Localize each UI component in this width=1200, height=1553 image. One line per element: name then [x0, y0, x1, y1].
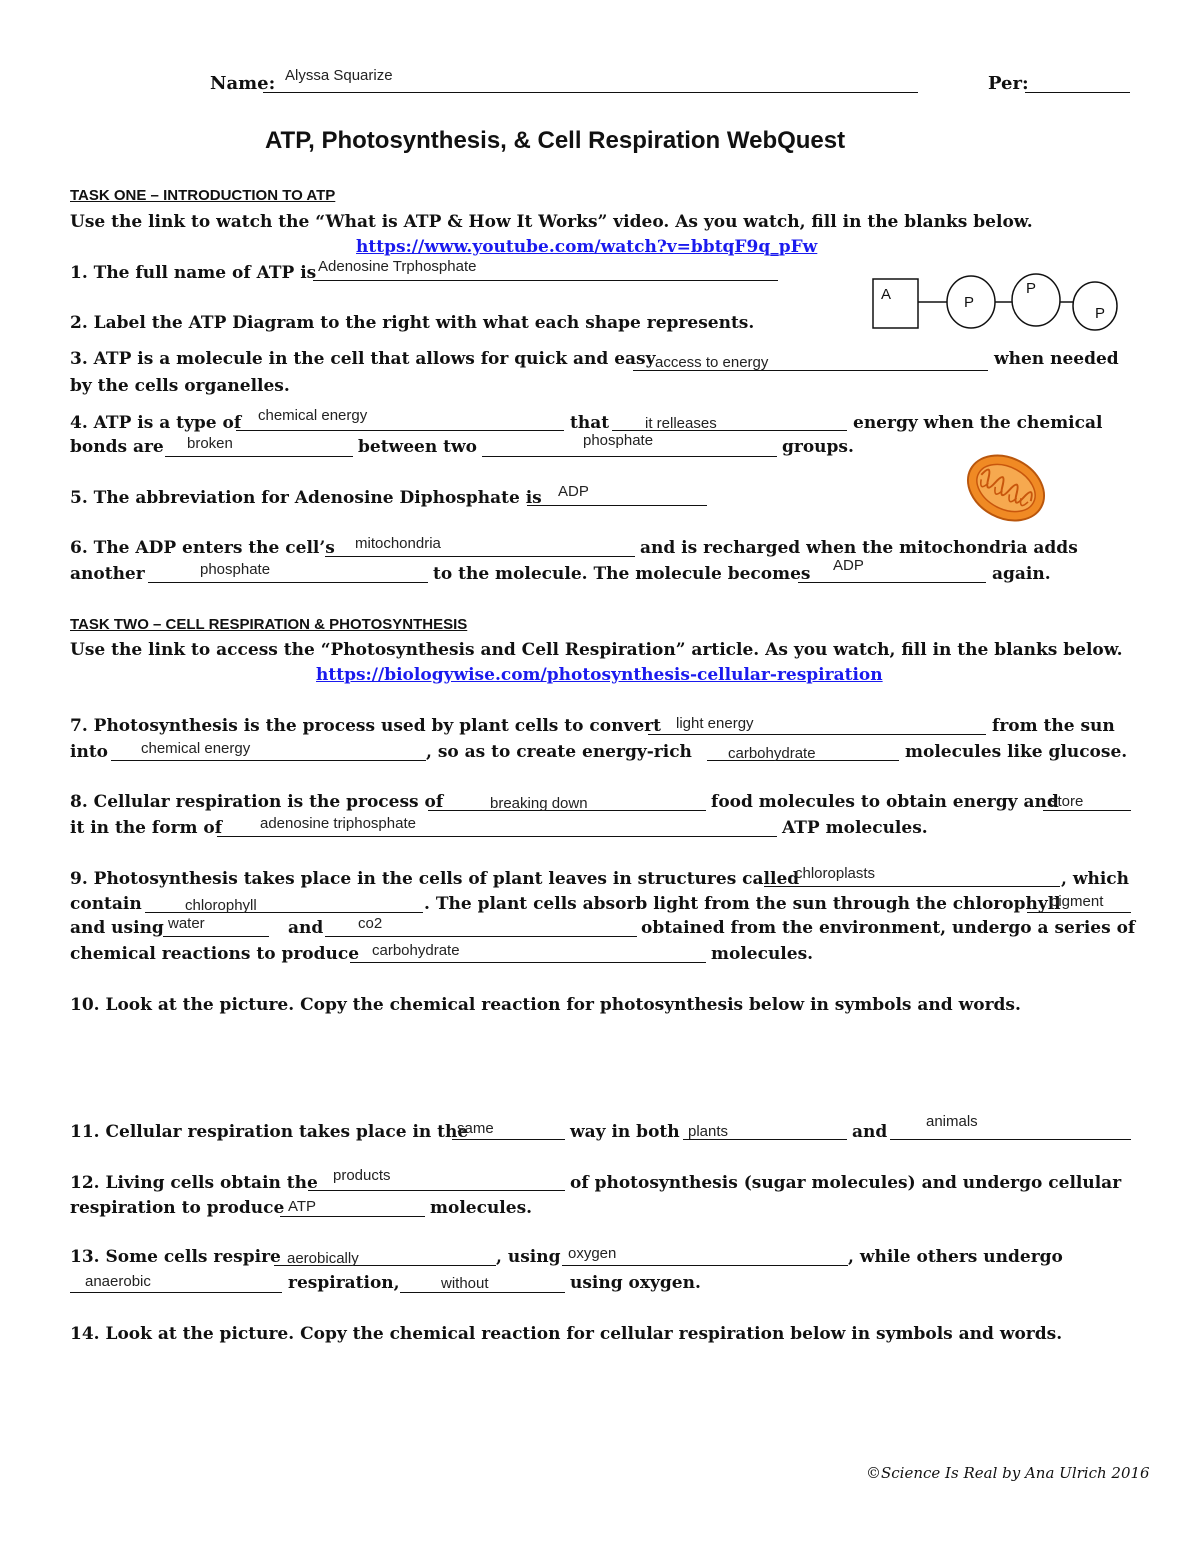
q12-text-d: molecules. — [430, 1198, 533, 1218]
q4-answer-d-line — [482, 456, 777, 457]
q14-text: 14. Look at the picture. Copy the chemical reaction for cellular respiration below in symbols and words. — [70, 1324, 1063, 1344]
task-two-heading: TASK TWO – CELL RESPIRATION & PHOTOSYNTHESIS — [70, 616, 468, 633]
atp-label-a[interactable]: A — [881, 286, 892, 303]
q4-text-c: energy when the chemical — [853, 413, 1103, 433]
adenine-square — [873, 279, 918, 328]
q6-answer-c-line — [798, 582, 986, 583]
q7-answer-b-line — [111, 760, 426, 761]
q3-text-c: by the cells organelles. — [70, 376, 290, 396]
q2-text: 2. Label the ATP Diagram to the right with what each shape represents. — [70, 313, 755, 333]
q9-text-i: molecules. — [711, 944, 814, 964]
q5-answer-line — [527, 505, 707, 506]
q7-text-b: from the sun — [992, 716, 1115, 736]
q13-text-d: respiration, — [288, 1273, 400, 1293]
q9-answer-a-line — [764, 886, 1060, 887]
q13-answer-b[interactable]: oxygen — [568, 1245, 617, 1262]
q7-text-a: 7. Photosynthesis is the process used by plant cells to convert — [70, 716, 661, 736]
q1-text: 1. The full name of ATP is — [70, 263, 317, 283]
q13-text-a: 13. Some cells respire — [70, 1247, 281, 1267]
q11-text-b: way in both — [570, 1122, 680, 1142]
q1-answer[interactable]: Adenosine Trphosphate — [318, 258, 477, 275]
q12-text-b: of photosynthesis (sugar molecules) and undergo cellular — [570, 1173, 1122, 1193]
q1-answer-line — [313, 280, 778, 281]
q9-text-f: and — [288, 918, 324, 938]
q9-text-h: chemical reactions to produce — [70, 944, 360, 964]
q4-text-d: bonds are — [70, 437, 164, 457]
q7-text-c: into — [70, 742, 109, 762]
q8-answer-b-line — [1043, 810, 1131, 811]
mitochondria-icon — [962, 448, 1050, 528]
q11-answer-a[interactable]: same — [457, 1120, 494, 1137]
q9-text-d: . The plant cells absorb light from the sun through the chlorophyll — [424, 894, 1061, 914]
q8-text-d: ATP molecules. — [782, 818, 928, 838]
q5-text: 5. The abbreviation for Adenosine Diphosphate is — [70, 488, 542, 508]
q6-text-a: 6. The ADP enters the cell’s — [70, 538, 335, 558]
q8-text-c: it in the form of — [70, 818, 223, 838]
q8-answer-c[interactable]: adenosine triphosphate — [260, 815, 416, 832]
q4-text-b: that — [570, 413, 610, 433]
youtube-link[interactable]: https://www.youtube.com/watch?v=bbtqF9q_pFw — [356, 237, 818, 257]
q9-answer-e[interactable]: co2 — [358, 915, 383, 932]
q12-answer-a-line — [308, 1190, 565, 1191]
q4-answer-c-line — [165, 456, 353, 457]
q3-text-b: when needed — [994, 349, 1119, 369]
q4-answer-b[interactable]: it relleases — [645, 415, 717, 432]
q9-answer-a[interactable]: chloroplasts — [795, 865, 876, 882]
q9-answer-d-line — [163, 936, 269, 937]
q11-text-c: and — [852, 1122, 888, 1142]
period-label: Per: — [988, 73, 1029, 94]
atp-diagram — [860, 270, 1130, 340]
q11-answer-b[interactable]: plants — [688, 1123, 729, 1140]
atp-label-p1[interactable]: P — [964, 294, 975, 311]
period-field[interactable] — [1025, 92, 1130, 93]
q7-answer-b[interactable]: chemical energy — [141, 740, 251, 757]
q13-answer-d[interactable]: without — [441, 1275, 489, 1292]
q9-answer-e-line — [325, 936, 637, 937]
q13-text-b: , using — [496, 1247, 561, 1267]
atp-label-p2[interactable]: P — [1026, 280, 1037, 297]
q12-text-a: 12. Living cells obtain the — [70, 1173, 318, 1193]
q8-answer-b[interactable]: store — [1050, 793, 1084, 810]
q13-answer-a[interactable]: aerobically — [287, 1250, 359, 1267]
q13-answer-d-line — [400, 1292, 565, 1293]
q13-answer-c-line — [70, 1292, 282, 1293]
q12-answer-b[interactable]: ATP — [288, 1198, 317, 1215]
q6-answer-a[interactable]: mitochondria — [355, 535, 441, 552]
q8-answer-c-line — [217, 836, 777, 837]
q11-answer-c[interactable]: animals — [926, 1113, 978, 1130]
q6-answer-b[interactable]: phosphate — [200, 561, 271, 578]
q7-answer-a-line — [648, 734, 986, 735]
q12-answer-b-line — [280, 1216, 425, 1217]
q9-text-c: contain — [70, 894, 142, 914]
q4-text-a: 4. ATP is a type of — [70, 413, 242, 433]
q7-text-d: , so as to create energy-rich — [426, 742, 692, 762]
biologywise-link[interactable]: https://biologywise.com/photosynthesis-cellular-respiration — [316, 665, 883, 685]
q10-text: 10. Look at the picture. Copy the chemical reaction for photosynthesis below in symbols and words. — [70, 995, 1021, 1015]
page-title: ATP, Photosynthesis, & Cell Respiration WebQuest — [265, 127, 846, 154]
atp-label-p3[interactable]: P — [1095, 305, 1106, 322]
q12-text-c: respiration to produce — [70, 1198, 285, 1218]
name-label: Name: — [210, 73, 276, 94]
q6-answer-a-line — [325, 556, 635, 557]
q7-answer-a[interactable]: light energy — [676, 715, 754, 732]
q13-answer-b-line — [562, 1265, 848, 1266]
q9-answer-c[interactable]: pigment — [1050, 893, 1104, 910]
name-field-line — [263, 92, 918, 93]
q6-text-c: another — [70, 564, 145, 584]
q4-answer-a[interactable]: chemical energy — [258, 407, 368, 424]
q11-answer-a-line — [452, 1139, 565, 1140]
q11-answer-c-line — [890, 1139, 1131, 1140]
q9-answer-d[interactable]: water — [168, 915, 205, 932]
q6-text-b: and is recharged when the mitochondria adds — [640, 538, 1078, 558]
q9-text-a: 9. Photosynthesis takes place in the cells of plant leaves in structures called — [70, 869, 800, 889]
q3-answer[interactable]: access to energy — [655, 354, 769, 371]
q9-answer-c-line — [1027, 912, 1131, 913]
q13-text-e: using oxygen. — [570, 1273, 701, 1293]
copyright-footer: ©Science Is Real by Ana Ulrich 2016 — [866, 1464, 1150, 1482]
task-two-instructions: Use the link to access the “Photosynthesis and Cell Respiration” article. As you watch, fill in the blanks below. — [70, 640, 1123, 660]
name-field[interactable]: Alyssa Squarize — [285, 67, 393, 84]
q9-answer-f[interactable]: carbohydrate — [372, 942, 460, 959]
q8-answer-a[interactable]: breaking down — [490, 795, 588, 812]
q13-text-c: , while others undergo — [848, 1247, 1063, 1267]
q4-text-e: between two — [358, 437, 477, 457]
q11-text-a: 11. Cellular respiration takes place in the — [70, 1122, 469, 1142]
q7-answer-c[interactable]: carbohydrate — [728, 745, 816, 762]
q6-answer-c[interactable]: ADP — [833, 557, 864, 574]
q8-text-a: 8. Cellular respiration is the process of — [70, 792, 444, 812]
task-one-heading: TASK ONE – INTRODUCTION TO ATP — [70, 187, 336, 204]
q4-answer-c[interactable]: broken — [187, 435, 233, 452]
q7-text-e: molecules like glucose. — [905, 742, 1128, 762]
q13-answer-c[interactable]: anaerobic — [85, 1273, 151, 1290]
q4-answer-d[interactable]: phosphate — [583, 432, 654, 449]
q5-answer[interactable]: ADP — [558, 483, 589, 500]
q3-text-a: 3. ATP is a molecule in the cell that allows for quick and easy — [70, 349, 656, 369]
q9-text-b: , which — [1061, 869, 1129, 889]
q4-answer-a-line — [236, 430, 564, 431]
q6-answer-b-line — [148, 582, 428, 583]
q9-text-e: and using — [70, 918, 164, 938]
q9-answer-b[interactable]: chlorophyll — [185, 897, 257, 914]
task-one-instructions: Use the link to watch the “What is ATP & How It Works” video. As you watch, fill in the blanks below. — [70, 212, 1033, 232]
q6-text-d: to the molecule. The molecule becomes — [433, 564, 811, 584]
q9-text-g: obtained from the environment, undergo a series of — [641, 918, 1136, 938]
q4-text-f: groups. — [782, 437, 854, 457]
q6-text-e: again. — [992, 564, 1051, 584]
q12-answer-a[interactable]: products — [333, 1167, 391, 1184]
q8-text-b: food molecules to obtain energy and — [711, 792, 1059, 812]
q9-answer-f-line — [350, 962, 706, 963]
